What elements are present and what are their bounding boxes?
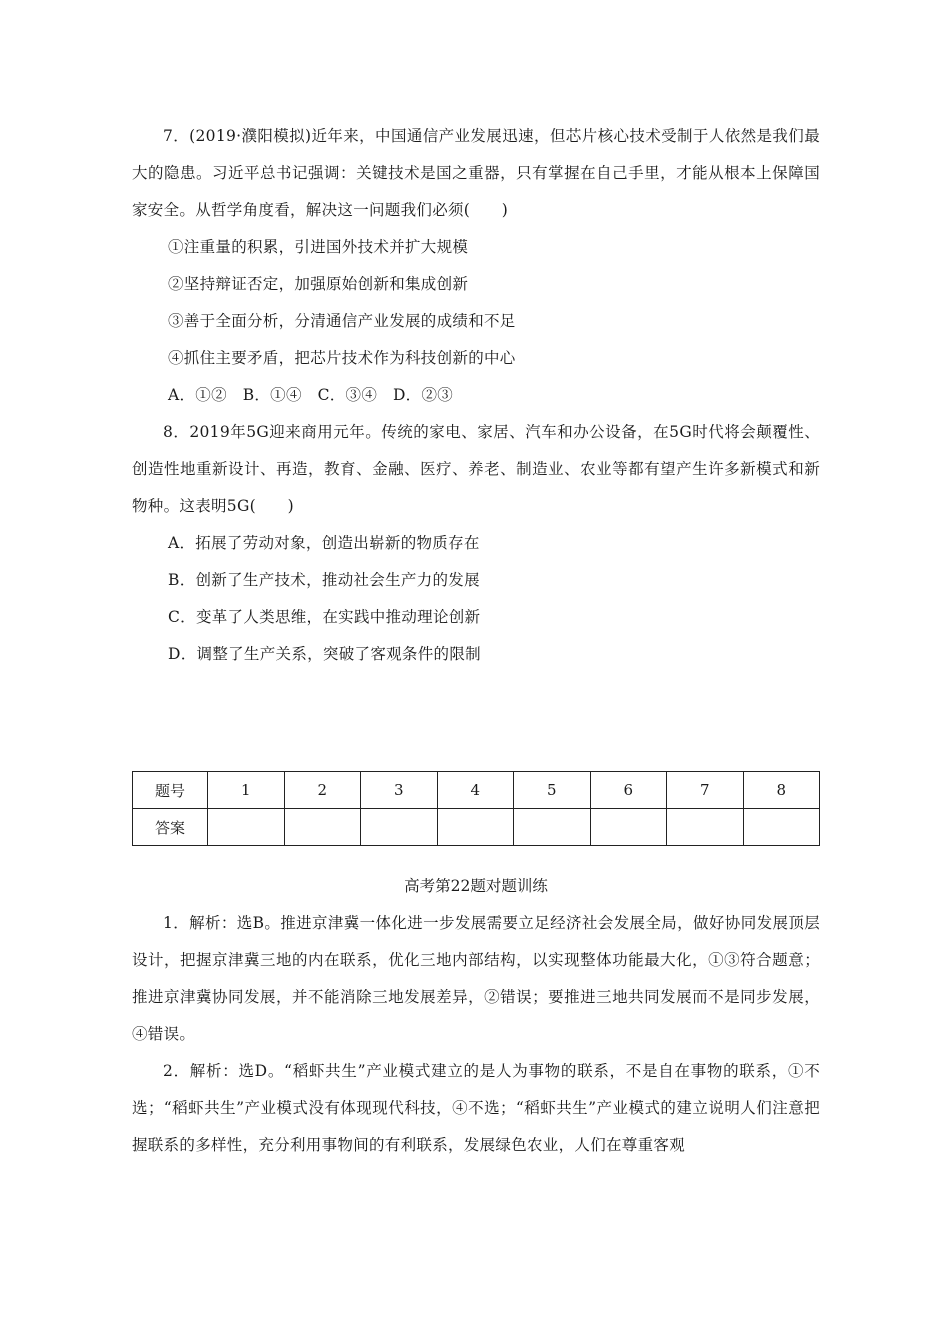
question-8-option-c: C．变革了人类思维，在实践中推动理论创新 [168,608,481,626]
document-page [132,118,820,1164]
question-8-option-d: D．调整了生产关系，突破了客观条件的限制 [168,645,481,663]
answer-table-number-row [133,772,820,809]
answer-table [132,771,820,846]
question-number-cell: 5 [514,772,591,809]
question-number-cell: 7 [667,772,744,809]
solution-2: 2．解析：选D。“稻虾共生”产业模式建立的是人为事物的联系，不是自在事物的联系，①不选；“稻虾共生”产业模式没有体现现代科技，④不选；“稻虾共生”产业模式的建立说明人们注意把握联系的多样性，充分利用事物间的有利联系，发展绿色农业，人们在尊重客观 [132,1062,820,1154]
answer-cell[interactable] [590,809,667,846]
answer-cell[interactable] [361,809,438,846]
question-7-stem: 7．(2019·濮阳模拟)近年来，中国通信产业发展迅速，但芯片核心技术受制于人依然是我们最大的隐患。习近平总书记强调：关键技术是国之重器，只有掌握在自己手里，才能从根本上保障国家安全。从哲学角度看，解决这一问题我们必须( ) [132,127,820,219]
blank-space [132,673,820,771]
answer-table-answer-row [133,809,820,846]
answer-cell[interactable] [514,809,591,846]
question-8-stem: 8．2019年5G迎来商用元年。传统的家电、家居、汽车和办公设备，在5G时代将会颠覆性、创造性地重新设计、再造，教育、金融、医疗、养老、制造业、农业等都有望产生许多新模式和新物种。这表明5G( ) [132,423,820,515]
question-number-cell: 1 [208,772,285,809]
question-7-item-4: ④抓住主要矛盾，把芯片技术作为科技创新的中心 [168,349,516,367]
question-number-cell: 8 [743,772,820,809]
solution-1: 1．解析：选B。推进京津冀一体化进一步发展需要立足经济社会发展全局，做好协同发展顶层设计，把握京津冀三地的内在联系，优化三地内部结构，以实现整体功能最大化，①③符合题意；推进京津冀协同发展，并不能消除三地发展差异，②错误；要推进三地共同发展而不是同步发展，④错误。 [132,914,820,1043]
question-8-option-b: B．创新了生产技术，推动社会生产力的发展 [168,571,480,589]
answer-cell[interactable] [208,809,285,846]
answer-cell[interactable] [284,809,361,846]
number-row-label: 题号 [133,772,208,809]
question-number-cell: 2 [284,772,361,809]
question-number-cell: 4 [437,772,514,809]
answer-row-label: 答案 [133,809,208,846]
answer-cell[interactable] [437,809,514,846]
solutions-title: 高考第22题对题训练 [404,877,548,895]
question-7-item-1: ①注重量的积累，引进国外技术并扩大规模 [168,238,469,256]
question-7-item-3: ③善于全面分析，分清通信产业发展的成绩和不足 [168,312,516,330]
question-8-option-a: A．拓展了劳动对象，创造出崭新的物质存在 [168,534,480,552]
question-number-cell: 3 [361,772,438,809]
answer-cell[interactable] [743,809,820,846]
answer-cell[interactable] [667,809,744,846]
question-7-choices: A．①② B．①④ C．③④ D．②③ [168,386,454,404]
question-number-cell: 6 [590,772,667,809]
question-7-item-2: ②坚持辩证否定，加强原始创新和集成创新 [168,275,469,293]
